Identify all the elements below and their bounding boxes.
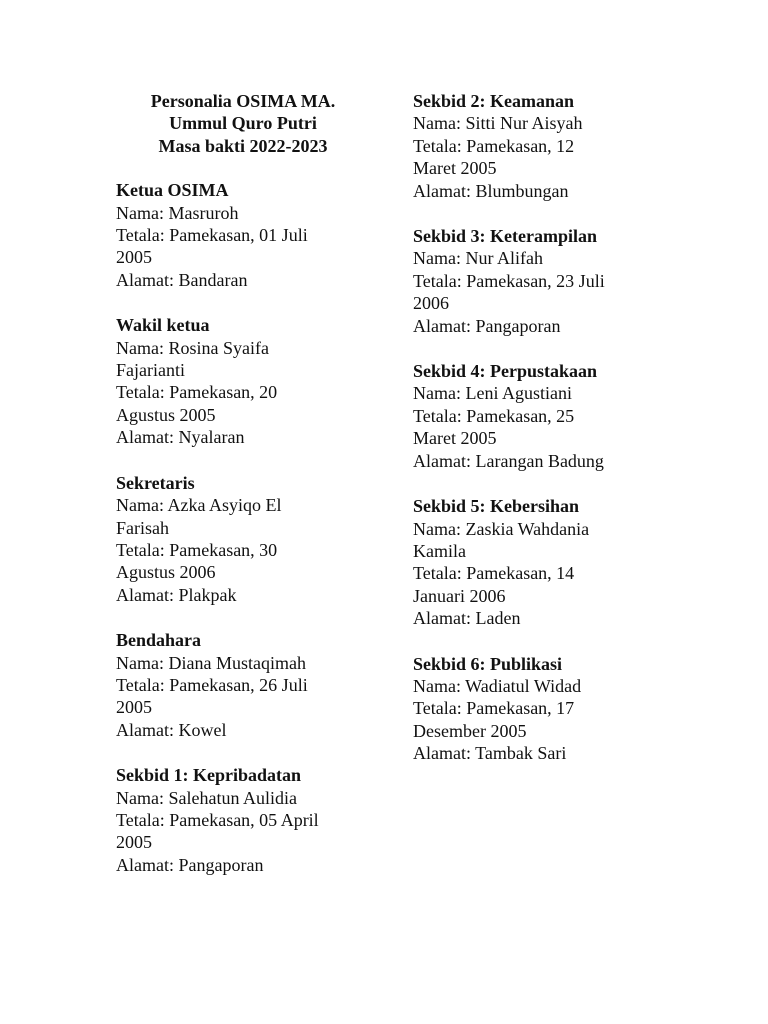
section-line: Kamila: [413, 540, 466, 561]
member-section: [116, 314, 366, 448]
section-line: Alamat: Blumbungan: [413, 180, 569, 201]
section-line: Alamat: Pangaporan: [413, 315, 561, 336]
section-line: Farisah: [116, 517, 169, 538]
section-line: Nama: Rosina Syaifa: [116, 337, 269, 358]
section-line: Alamat: Pangaporan: [116, 854, 264, 875]
member-section: [116, 179, 366, 291]
section-line: Alamat: Plakpak: [116, 584, 237, 605]
section-line: Nama: Wadiatul Widad: [413, 675, 582, 696]
section-line: Nama: Zaskia Wahdania: [413, 518, 590, 539]
section-line: Fajarianti: [116, 360, 185, 381]
section-line: Alamat: Larangan Badung: [413, 450, 604, 471]
section-line: 2005: [116, 832, 152, 853]
section-line: Tetala: Pamekasan, 23 Juli: [413, 270, 605, 291]
section-line: Nama: Salehatun Aulidia: [116, 787, 297, 808]
right-column: [413, 90, 653, 788]
member-section: [413, 653, 653, 765]
section-title: Sekretaris: [116, 472, 195, 493]
section-line: Nama: Nur Alifah: [413, 248, 543, 269]
section-line: Maret 2005: [413, 158, 497, 179]
section-line: Nama: Masruroh: [116, 202, 239, 223]
member-section: [116, 472, 366, 606]
document-header: [116, 90, 370, 157]
header-line-3: Masa bakti 2022-2023: [158, 135, 328, 156]
section-line: Nama: Sitti Nur Aisyah: [413, 113, 583, 134]
section-title: Wakil ketua: [116, 315, 210, 336]
section-line: Nama: Leni Agustiani: [413, 383, 572, 404]
section-line: Nama: Azka Asyiqo El: [116, 495, 282, 516]
section-title: Ketua OSIMA: [116, 180, 229, 201]
section-line: Tetala: Pamekasan, 17: [413, 698, 575, 719]
section-line: 2005: [116, 697, 152, 718]
member-section: [413, 495, 653, 629]
section-line: Tetala: Pamekasan, 14: [413, 563, 575, 584]
left-column: [116, 90, 366, 899]
section-line: Januari 2006: [413, 585, 506, 606]
member-section: [116, 764, 366, 876]
section-title: Bendahara: [116, 630, 202, 651]
section-line: 2005: [116, 247, 152, 268]
left-section-list: [116, 179, 366, 876]
section-title: Sekbid 3: Keterampilan: [413, 226, 598, 247]
section-line: Tetala: Pamekasan, 26 Juli: [116, 674, 308, 695]
section-line: Alamat: Kowel: [116, 719, 227, 740]
header-line-2: Ummul Quro Putri: [169, 113, 317, 134]
member-section: [116, 629, 366, 741]
section-line: Tetala: Pamekasan, 12: [413, 135, 575, 156]
section-title: Sekbid 6: Publikasi: [413, 653, 563, 674]
section-line: Tetala: Pamekasan, 20: [116, 382, 278, 403]
section-line: Alamat: Nyalaran: [116, 427, 245, 448]
section-line: 2006: [413, 293, 449, 314]
member-section: [413, 90, 653, 202]
section-line: Maret 2005: [413, 428, 497, 449]
section-line: Alamat: Tambak Sari: [413, 743, 567, 764]
section-title: Sekbid 4: Perpustakaan: [413, 361, 598, 382]
section-title: Sekbid 1: Kepribadatan: [116, 765, 302, 786]
section-line: Agustus 2005: [116, 404, 216, 425]
member-section: [413, 360, 653, 472]
section-line: Desember 2005: [413, 720, 527, 741]
header-line-1: Personalia OSIMA MA.: [150, 91, 336, 111]
section-line: Alamat: Laden: [413, 608, 521, 629]
section-line: Tetala: Pamekasan, 25: [413, 405, 575, 426]
right-section-list: [413, 90, 653, 765]
section-line: Tetala: Pamekasan, 05 April: [116, 809, 319, 830]
section-line: Tetala: Pamekasan, 01 Juli: [116, 225, 308, 246]
section-line: Nama: Diana Mustaqimah: [116, 652, 306, 673]
section-line: Tetala: Pamekasan, 30: [116, 539, 278, 560]
section-title: Sekbid 2: Keamanan: [413, 91, 575, 111]
section-line: Alamat: Bandaran: [116, 269, 248, 290]
member-section: [413, 225, 653, 337]
section-title: Sekbid 5: Kebersihan: [413, 496, 580, 517]
section-line: Agustus 2006: [116, 562, 216, 583]
